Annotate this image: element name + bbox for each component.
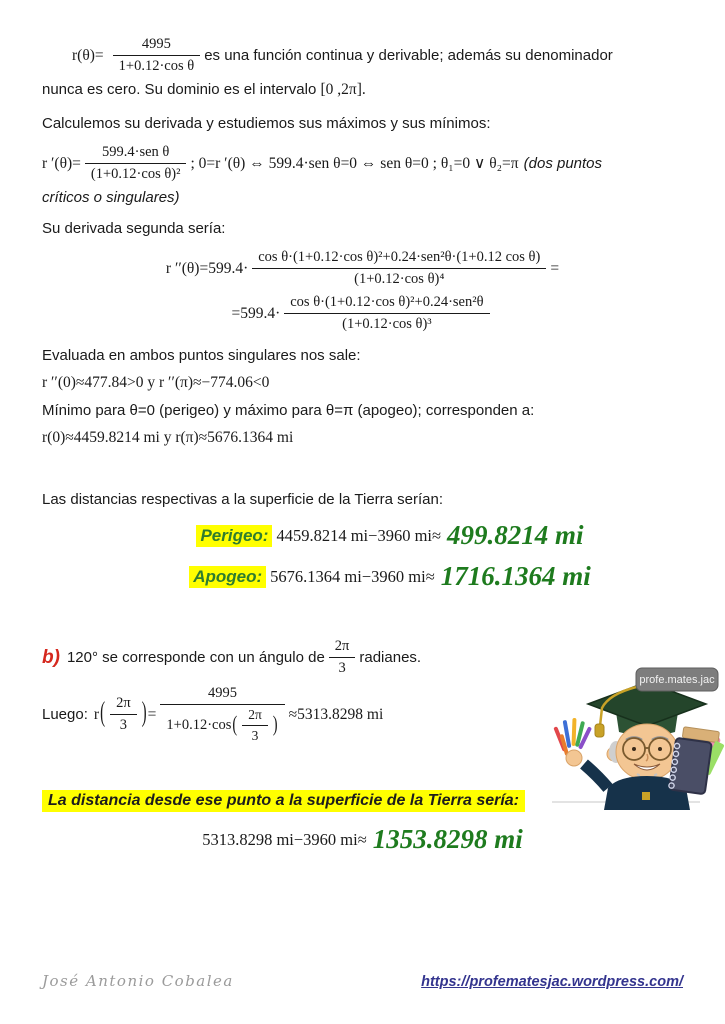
perigee-expression: 4459.8214 mi−3960 mi≈ bbox=[276, 525, 442, 545]
r-values-line: r(0)≈4459.8214 mi y r(π)≈5676.1364 mi bbox=[42, 429, 294, 446]
apogee-result-line bbox=[42, 561, 683, 592]
main-fraction bbox=[160, 685, 284, 744]
argument-fraction bbox=[110, 695, 137, 734]
teacher-avatar-illustration bbox=[550, 664, 725, 810]
pencils-bouquet bbox=[553, 718, 592, 766]
fraction-denominator: (1+0.12·cos θ)⁴ bbox=[252, 268, 546, 288]
r-prime-fraction bbox=[85, 144, 187, 183]
denominator-text: 1+0.12·cos bbox=[166, 717, 232, 733]
author-signature: José Antonio Cobalea bbox=[42, 972, 234, 990]
r-theta-fraction bbox=[113, 36, 201, 75]
r-prime-lhs: r ′(θ)= bbox=[42, 154, 81, 172]
equals-coefficient: =599.4· bbox=[231, 304, 281, 322]
fraction-numerator: 4995 bbox=[208, 685, 237, 701]
part-b-text-end: radianes. bbox=[359, 649, 422, 666]
intro-text: es una función continua y derivable; además su denominador bbox=[204, 47, 613, 64]
hand bbox=[566, 750, 582, 766]
part-b-text: 120° se corresponde con un ángulo de bbox=[66, 649, 325, 666]
fraction-denominator: 1+0.12·cos θ bbox=[113, 55, 201, 75]
fraction-denominator: 3 bbox=[110, 714, 137, 734]
fraction-denominator bbox=[160, 704, 284, 744]
intro-line2 bbox=[42, 81, 683, 99]
right-paren: ) bbox=[141, 698, 147, 729]
fraction-numerator: 4995 bbox=[141, 36, 171, 52]
part-b-label: b) bbox=[42, 646, 60, 668]
r-theta-lhs: r(θ)= bbox=[72, 46, 104, 64]
conclusion-highlight-text: La distancia desde ese punto a la superficie de la Tierra sería: bbox=[42, 790, 525, 812]
second-derivative-heading: Su derivada segunda sería: bbox=[42, 220, 226, 237]
apogee-label-highlight: Apogeo: bbox=[189, 566, 266, 588]
perigee-label-highlight: Perigeo: bbox=[196, 525, 272, 547]
fraction-denominator: (1+0.12·cos θ)² bbox=[85, 163, 187, 183]
intro-line2-text: nunca es cero. Su dominio es el intervalo bbox=[42, 81, 321, 98]
distances-heading: Las distancias respectivas a la superficie de la Tierra serían: bbox=[42, 491, 444, 508]
equals-sign: = bbox=[550, 259, 560, 277]
intro-formula-line bbox=[42, 36, 683, 75]
left-paren: ( bbox=[232, 712, 238, 737]
second-derivative-fraction-2 bbox=[284, 294, 489, 333]
final-result-line bbox=[42, 824, 683, 855]
final-result-value: 1353.8298 mi bbox=[372, 824, 523, 854]
critical-points-note-end: críticos o singulares) bbox=[42, 189, 180, 206]
fraction-numerator: 599.4·sen θ bbox=[102, 144, 170, 160]
fraction-numerator: cos θ·(1+0.12·cos θ)²+0.24·sen²θ bbox=[290, 294, 484, 310]
eye bbox=[658, 747, 662, 751]
arm bbox=[584, 764, 608, 788]
profile-badge bbox=[636, 668, 718, 691]
luego-label: Luego: bbox=[42, 706, 88, 723]
profile-badge-text: profe.mates.jac bbox=[639, 674, 715, 686]
evaluation-values: r ′′(0)≈477.84>0 y r ′′(π)≈−774.06<0 bbox=[42, 374, 270, 391]
perigee-result-value: 499.8214 mi bbox=[447, 520, 584, 550]
fraction-denominator: 3 bbox=[329, 657, 356, 677]
equals-sign: = bbox=[147, 705, 157, 723]
r-function-name: r bbox=[93, 705, 100, 723]
teacher-avatar bbox=[550, 664, 725, 810]
page-footer bbox=[42, 972, 683, 990]
fraction-numerator: cos θ·(1+0.12·cos θ)²+0.24·sen²θ·(1+0.12 cos θ) bbox=[258, 249, 541, 265]
critical-points-equation: ; 0=r ′(θ) ⇔ 599.4·sen θ=0 ⇔ sen θ=0 ; θ₁=0 ∨ θ₂=π bbox=[190, 155, 519, 172]
shirt-logo bbox=[642, 792, 650, 800]
nested-fraction bbox=[242, 707, 268, 744]
blog-link[interactable]: https://profematesjac.wordpress.com/ bbox=[421, 974, 683, 990]
two-pi-thirds-fraction bbox=[329, 638, 356, 677]
domain-interval: [0 ,2π]. bbox=[320, 81, 366, 98]
fraction-numerator: 2π bbox=[334, 638, 350, 654]
apogee-result-value: 1716.1364 mi bbox=[440, 561, 591, 591]
left-paren: ( bbox=[100, 698, 106, 729]
fraction-denominator: 3 bbox=[242, 725, 268, 744]
fraction-numerator: 2π bbox=[116, 695, 131, 711]
second-derivative-formula-1 bbox=[42, 249, 683, 288]
min-max-line: Mínimo para θ=0 (perigeo) y máximo para θ=π (apogeo); corresponden a: bbox=[42, 402, 535, 419]
apogee-expression: 5676.1364 mi−3960 mi≈ bbox=[270, 566, 435, 586]
final-expression: 5313.8298 mi−3960 mi≈ bbox=[202, 829, 367, 849]
right-paren: ) bbox=[272, 712, 278, 737]
fraction-numerator: 2π bbox=[248, 707, 262, 722]
critical-points-note-start: (dos puntos bbox=[523, 155, 603, 172]
evaluation-heading: Evaluada en ambos puntos singulares nos sale: bbox=[42, 347, 361, 364]
luego-result: ≈5313.8298 mi bbox=[288, 705, 384, 723]
calc-derivative-heading: Calculemos su derivada y estudiemos sus máximos y sus mínimos: bbox=[42, 115, 491, 132]
perigee-result-line bbox=[42, 520, 683, 551]
first-derivative-line bbox=[42, 144, 683, 183]
eye bbox=[632, 747, 636, 751]
fraction-denominator: (1+0.12·cos θ)³ bbox=[284, 313, 489, 333]
second-derivative-fraction-1 bbox=[252, 249, 546, 288]
notebook-ruler bbox=[668, 726, 725, 796]
r-double-prime-lhs: r ′′(θ)=599.4· bbox=[165, 259, 249, 277]
second-derivative-formula-2 bbox=[42, 294, 683, 333]
